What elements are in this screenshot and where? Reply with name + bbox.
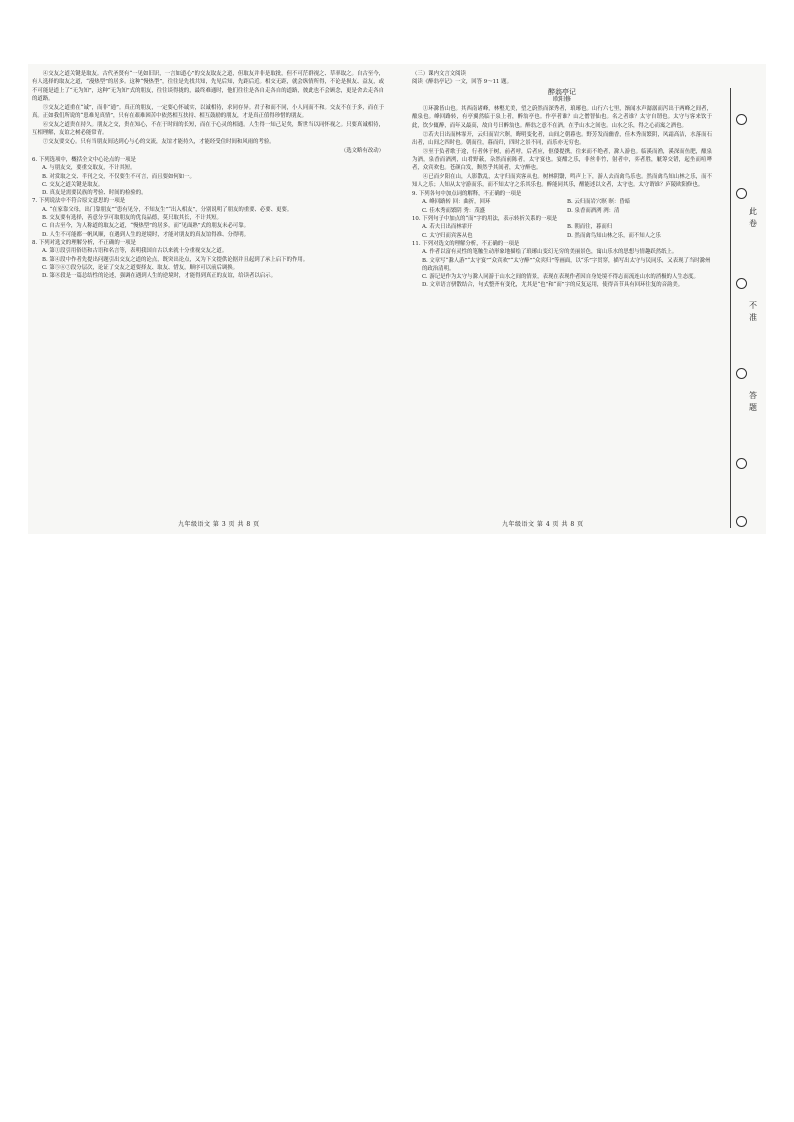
question-11-option-c: C. 游记是作为太守与滁人同游于山水之间的情景，表现在表现作者因自身处境不得志而流连山水的消极的人生态度。 <box>422 274 699 281</box>
question-7-option-c: C. 自古至今，为人称道的取友之道，“慢热型”的居多，而“见面熟”式的朋友未必可靠。 <box>42 223 250 230</box>
binding-hole-icon <box>736 278 747 289</box>
essay-paragraph-3: ③至于负者歌于途，行者休于树，前者呼，后者应，伛偻提携，往来而不绝者，滁人游也。临溪而渔，溪深而鱼肥，酿泉为酒，泉香而酒洌，山肴野蔌，杂然而前陈者，太守宴也。宴酣之乐，非丝非竹，射者中，弈者胜，觥筹交错，起坐而喧哗者，众宾欢也。苍颜白发，颓然乎其间者，太守醉也。 <box>412 148 712 172</box>
question-10-options-row-1 <box>422 223 712 231</box>
essay-paragraph-1: ①环滁皆山也。其西南诸峰，林壑尤美，望之蔚然而深秀者，琅琊也。山行六七里，渐闻水声潺潺而泻出于两峰之间者，酿泉也。峰回路转，有亭翼然临于泉上者，醉翁亭也。作亭者谁？山之僧智仙也。名之者谁？太守自谓也。太守与客来饮于此，饮少辄醉，而年又最高，故自号曰醉翁也。醉翁之意不在酒，在乎山水之间也。山水之乐，得之心而寓之酒也。 <box>412 106 712 129</box>
question-10-stem: 10. 下列句子中加点的“而”字的用法，表示转折关系的一项是 <box>412 216 558 223</box>
question-6-option-c: C. 交友之道关键是取友。 <box>42 181 104 188</box>
binding-label: 准 <box>749 313 757 322</box>
question-10 <box>412 215 712 240</box>
question-10-option-b: B. 朝而往，暮而归 <box>567 224 613 231</box>
question-8-option-c: C. 第⑤⑥⑦段分层次，论证了交友之道要择友、取友、惜友，顺序可以前后调换。 <box>42 264 239 271</box>
binding-hole-icon <box>736 114 747 125</box>
question-11-option-d: D. 文章语言骈散结合，句式整齐有变化，尤其是“也”和“而”字的反复运用，使得音节具有回环往复的音韵美。 <box>422 282 684 289</box>
source-note: （选文略有改动） <box>340 147 384 154</box>
question-9-option-d: D. 泉香而酒洌 洌：清 <box>567 207 620 214</box>
passage-paragraph-4: ④交友之道关键是取友。古代圣贤有“一见如旧识，一言如道心”的交友取友之道，但取友并非是取批，但不可茫群视之、草率取之。自古至今，有人选择的取友之道，“漫热型”的居多。这种“慢热型”，往往是先找共知，先见后知，先距后近。相交无距，就会纵情所得，不论是损友、益友，或不可能是道上了“无为知”，这种“无为知”式的朋友，往往谈得拢的，最终难通时，他们往往是各自走各自的道路，彼此也不会顾念，更是舍去走各自的道路。 <box>32 71 384 102</box>
binding-label: 不 <box>749 301 757 310</box>
right-page <box>412 70 712 290</box>
question-10-option-c: C. 太守归而宾客从也 <box>422 232 473 239</box>
question-8-option-d: D. 第⑧段是一篇总结性的论述，强调在遇到人生的逆境时，才能得到真正的友谊，给读者以启示。 <box>42 273 276 280</box>
passage-paragraph-7: ⑦交友要交心。只有当朋友间达到心与心的交流，友谊才能持久，才能经受住时间和风雨的考验。 <box>42 138 275 145</box>
left-page <box>32 70 384 280</box>
question-10-option-a: A. 若夫日出而林霏开 <box>422 224 473 231</box>
question-11-stem: 11. 下列对选文的理解分析，不正确的一项是 <box>412 240 520 247</box>
essay-author: 欧阳修 <box>552 95 571 103</box>
question-10-options-row-2 <box>422 232 712 240</box>
section-header: （三）课内文言文阅读 <box>412 71 466 77</box>
binding-label: 答 <box>749 391 757 400</box>
question-6-option-b: B. 对赏取之交、半刊之交，不仅要生不可言，而且要如何如一。 <box>42 173 195 180</box>
question-8-option-b: B. 第④段中作者先提出问题引出交友之道的论点，既突出论点，又为下文提供论据并且起到了承上启下的作用。 <box>42 256 309 263</box>
section-intro: 阅读《醉翁亭记》一文，回答 9～11 题。 <box>412 79 512 86</box>
binding-label: 此 <box>749 207 757 216</box>
question-9-option-b: B. 云归而岩穴暝 暝：昏暗 <box>567 199 631 206</box>
question-7-option-d: D. 人生不可能都一帆风顺，在遇到人生的逆境时，才能对朋友的真友谊得准、分得明。 <box>42 231 250 238</box>
question-6-option-a: A. 与朋友交，要重交取友，不计其短。 <box>42 165 136 172</box>
question-6-option-d: D. 真友是需要民族的考验、时间的检验的。 <box>42 190 147 197</box>
passage-paragraph-6: ⑥交友之道贵在持久。朋友之交，贵在知心，不在于时间的长短，而在于心灵的相通。人生得一知己足矣，斯世当以同怀视之。只要真诚相待，互相理解，友谊之树必能常青。 <box>32 121 384 137</box>
essay-paragraph-2: ②若夫日出而林霏开，云归而岩穴暝，晦明变化者，山间之朝暮也。野芳发而幽香，佳木秀而繁阴，风霜高洁，水落而石出者，山间之四时也。朝而往，暮而归，四时之景不同，而乐亦无穷也。 <box>412 131 712 146</box>
question-8 <box>32 239 384 280</box>
question-6-stem: 6. 下列选项中，概括全文中心论点的一项是 <box>32 156 136 163</box>
question-7-option-a: A. “在家靠父母，出门靠朋友”“患有见分，不知友生”“出入相友”，分别说明了朋友的重要、必要、更要。 <box>42 206 293 213</box>
question-11 <box>412 240 712 290</box>
question-11-option-b: B. 文章写“滁人游”“太守宴”“众宾欢”“太守醉”“众宾归”等画面，以“乐”字贯穿，描写出太守与民同乐，又表现了当时滁州的政治清明。 <box>422 257 711 272</box>
left-page-footer: 九年级语文 第 3 页 共 8 页 <box>178 521 260 528</box>
question-8-stem: 8. 下列对选文的理解分析，不正确的一项是 <box>32 239 136 246</box>
binding-hole-icon <box>736 458 747 469</box>
essay-title: 醉翁亭记 <box>548 87 576 96</box>
question-7-option-b: B. 交友要有选择，善意分享可取朋友的优良品德，莫只取其长，不计其短。 <box>42 215 222 222</box>
question-7-stem: 7. 下列说法中不符合原文意思的一项是 <box>32 198 126 205</box>
question-10-option-d: D. 然而禽鸟知山林之乐，而不知人之乐 <box>567 232 661 239</box>
right-page-footer: 九年级语文 第 4 页 共 8 页 <box>502 521 584 528</box>
binding-label: 卷 <box>749 219 757 228</box>
binding-hole-icon <box>736 516 747 527</box>
question-7 <box>32 197 384 238</box>
question-9 <box>412 190 712 215</box>
question-11-option-a: A. 作者以富有灵性的笔触生动形象地描绘了琅琊山变幻无穷的美丽景色，寓山乐水的思想与情趣跃然纸上。 <box>422 249 678 256</box>
question-9-option-c: C. 佳木秀而繁阴 秀：茂盛 <box>422 207 485 214</box>
question-9-options-row-1 <box>422 198 712 206</box>
question-9-options-row-2 <box>422 207 712 215</box>
essay-paragraph-4: ④已而夕阳在山，人影散乱，太守归而宾客从也。树林阴翳，鸣声上下，游人去而禽鸟乐也。然而禽鸟知山林之乐，而不知人之乐；人知从太守游而乐，而不知太守之乐其乐也。醉能同其乐，醒能述以文者，太守也。太守谓谁？庐陵欧阳修也。 <box>412 174 712 189</box>
binding-margin <box>730 88 757 528</box>
passage-paragraph-5: ⑤交友之道重在“诚”，而非“通”。真正的朋友，一定要心怀诚实，以诚相待，求同存异。君子和而不同，小人同而不和。交友不在于多，而在于真。正如我们所说的“患难见真情”，只有在艰难困苦中依然相互扶持、相互鼓励的朋友，才是真正值得珍惜的朋友。 <box>32 104 384 119</box>
binding-hole-icon <box>736 188 747 199</box>
question-9-option-a: A. 峰回路转 回：曲折，回环 <box>422 199 491 206</box>
question-8-option-a: A. 第①段引用俗语和古语和名言等，表明我国自古以来就十分重视交友之道。 <box>42 248 228 255</box>
binding-hole-icon <box>736 368 747 379</box>
question-6 <box>32 156 384 197</box>
binding-label: 题 <box>749 403 757 412</box>
question-9-stem: 9. 下列各句中加点词的解释，不正确的一项是 <box>412 191 522 198</box>
scanned-exam-sheet <box>28 64 766 534</box>
